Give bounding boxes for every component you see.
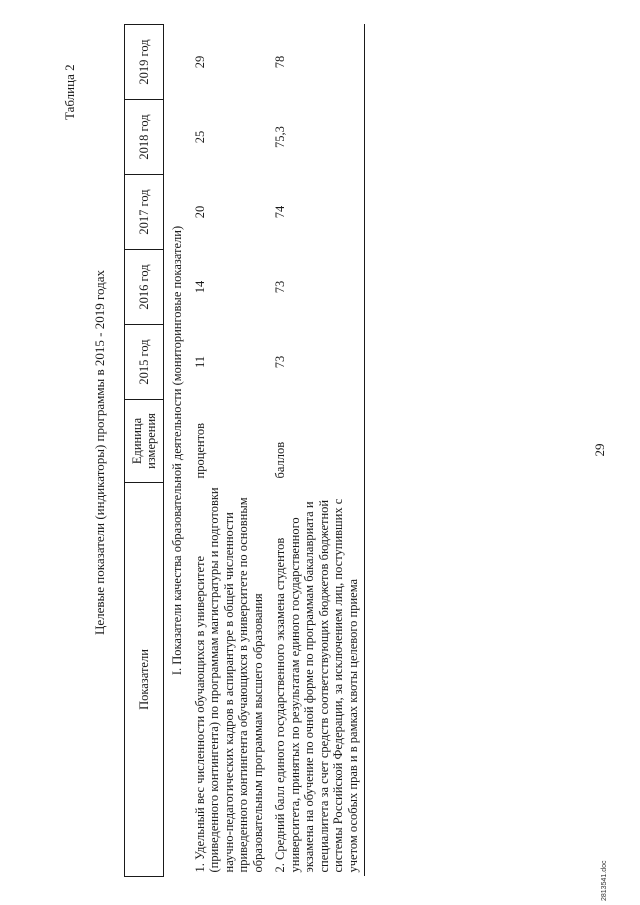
table-row: [269, 25, 365, 877]
value-2019: 78: [269, 25, 365, 100]
table-header-row: [125, 25, 164, 877]
value-2016: 14: [192, 280, 207, 294]
indicator-name: 2. Средний балл единого государственного экзамена студентов университета, принятых по результатам единого государственного экзамена на обучение по очной форме по программам бакалавриата и специалитета за счет средств соответствующих бюджетов бюджетной системы Российской Федерации, за исключением лиц, поступивших с учетом особых прав и в рамках квоты целевого приема: [269, 483, 365, 877]
table-title: Целевые показатели (индикаторы) программы в 2015 - 2019 годах: [92, 269, 107, 636]
value-2017: 74: [269, 175, 365, 250]
header-indicators: Показатели: [125, 483, 164, 877]
indicator-unit: баллов: [269, 400, 365, 483]
indicator-name: 1. Удельный вес численности обучающихся в университете (приведенного контингента) по программам магистратуры и подготовки научно-педагогических кадров в аспирантуре в общей численности приведенного контингента обучающихся в университете по основным образовательным программам высшего образования: [192, 487, 265, 873]
section-row: [164, 25, 189, 877]
section-title: I. Показатели качества образовательной деятельности (мониторинговые показатели): [170, 225, 184, 676]
header-year-2018: 2018 год: [125, 100, 164, 175]
header-year-2017: 2017 год: [125, 175, 164, 250]
indicator-unit: процентов: [192, 422, 207, 479]
header-unit: Единица измерения: [125, 400, 164, 483]
header-year-2016: 2016 год: [125, 250, 164, 325]
value-2015: 11: [192, 355, 207, 369]
table-label: Таблица 2: [62, 64, 77, 120]
file-name-label: 2813541.doc: [601, 860, 608, 901]
table-row: [189, 25, 270, 877]
indicators-table: [124, 24, 365, 877]
header-year-2019: 2019 год: [125, 25, 164, 100]
value-2017: 20: [192, 205, 207, 219]
header-year-2015: 2015 год: [125, 325, 164, 400]
value-2016: 73: [269, 250, 365, 325]
value-2018: 25: [192, 130, 207, 144]
value-2018: 75,3: [269, 100, 365, 175]
value-2019: 29: [192, 55, 207, 69]
value-2015: 73: [269, 325, 365, 400]
page-number: 29: [592, 443, 607, 457]
